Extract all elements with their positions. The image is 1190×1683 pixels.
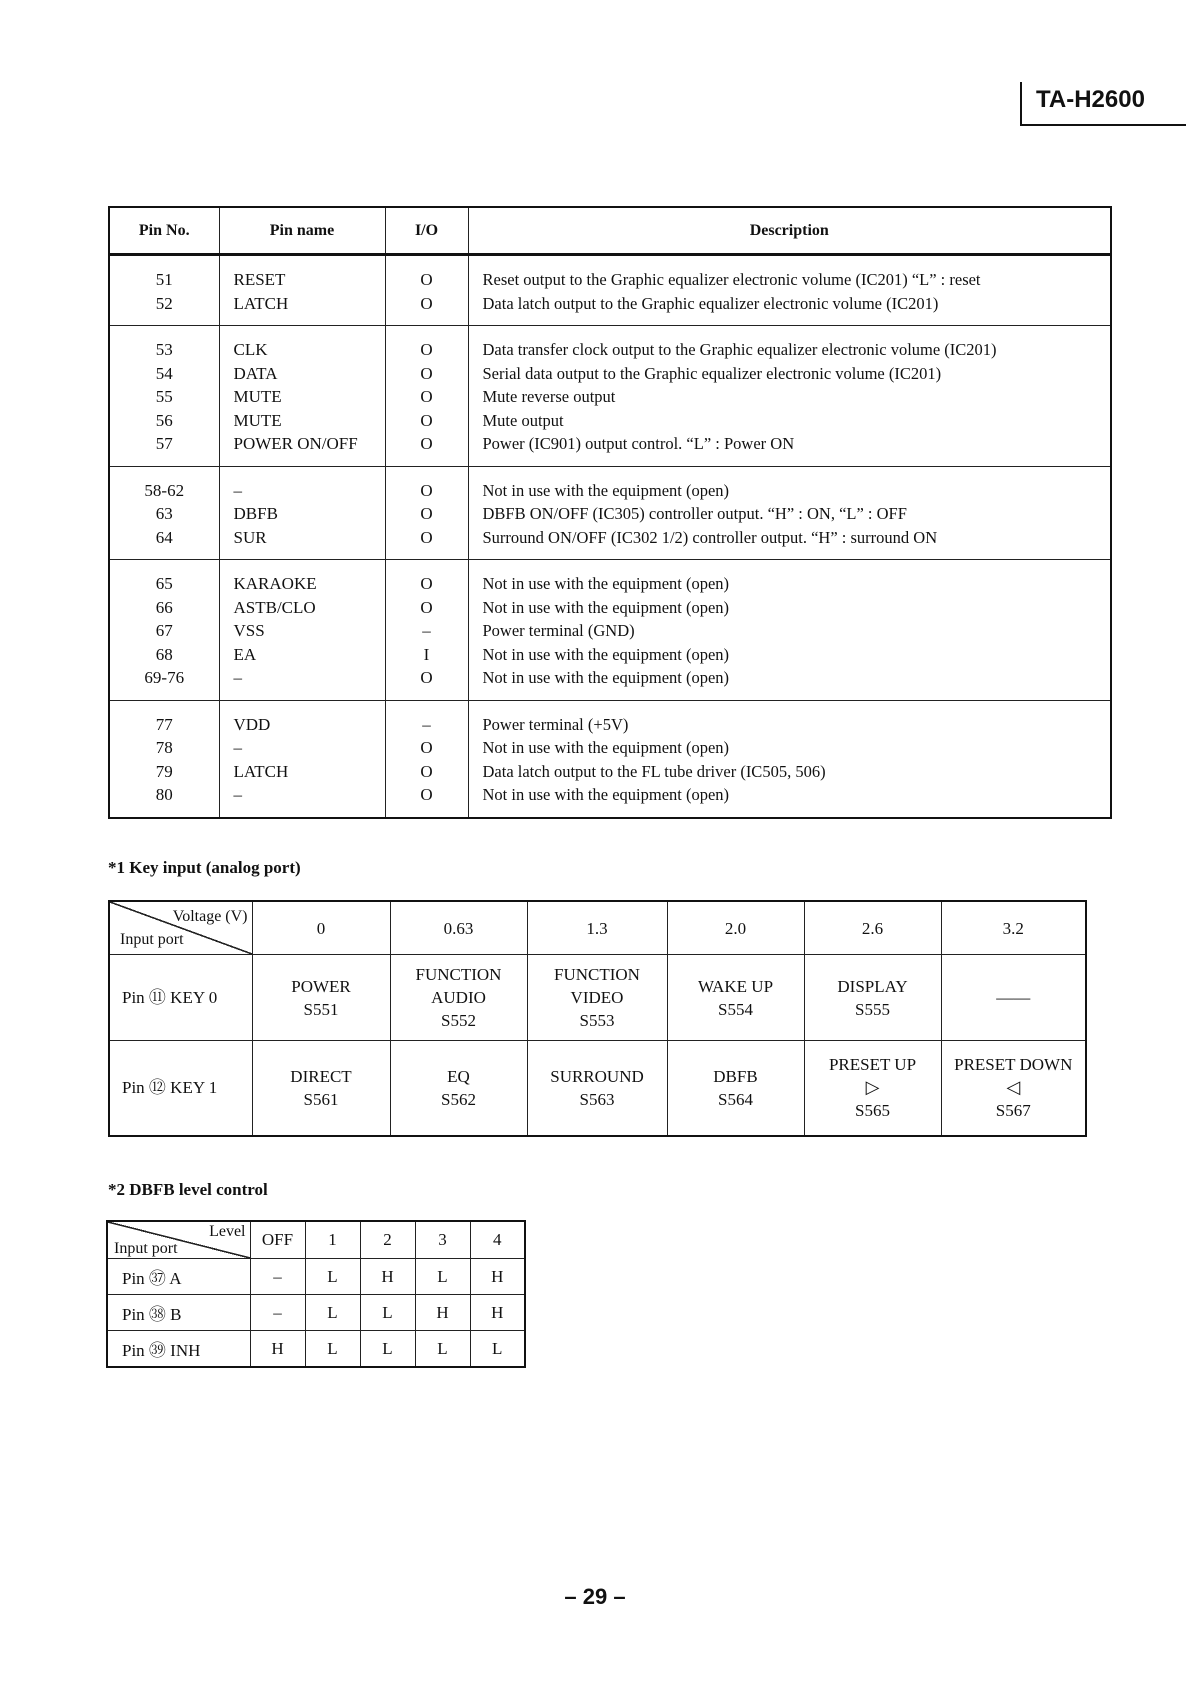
pin-no-value: 52 bbox=[155, 293, 173, 313]
dbfb-row-label: Pin ㊲ A bbox=[107, 1259, 250, 1295]
pin-no-value: 54 bbox=[155, 363, 173, 383]
key-function-text: PRESET DOWN bbox=[954, 1055, 1073, 1075]
pin-io-cell bbox=[385, 700, 468, 818]
pin-io-value: O bbox=[420, 410, 433, 430]
level-header-cell: 2 bbox=[360, 1221, 415, 1259]
key-function-cell bbox=[390, 1041, 527, 1136]
pin-no-value: 77 bbox=[155, 714, 173, 734]
dbfb-value-cell: – bbox=[250, 1295, 305, 1331]
pin-io-value: O bbox=[420, 480, 433, 500]
pin-desc-value: DBFB ON/OFF (IC305) controller output. “H” : ON, “L” : OFF bbox=[482, 504, 907, 523]
key-function-cell bbox=[667, 955, 804, 1041]
pin-io-value: – bbox=[422, 621, 431, 640]
pin-desc-value: Not in use with the equipment (open) bbox=[482, 644, 730, 664]
pin-no-value: 57 bbox=[155, 434, 173, 453]
key-function-text: DIRECT bbox=[290, 1066, 352, 1086]
dbfb-value-cell: L bbox=[415, 1331, 470, 1368]
dbfb-header-row bbox=[107, 1221, 525, 1259]
pin-name-value: DBFB bbox=[233, 504, 278, 523]
dbfb-value-cell: – bbox=[250, 1259, 305, 1295]
pin-no-value: 58-62 bbox=[144, 480, 185, 500]
pin-io-value: O bbox=[420, 761, 433, 781]
pin-description-cell bbox=[468, 560, 1111, 701]
pin-desc-value: Not in use with the equipment (open) bbox=[482, 597, 730, 617]
pin-group-row bbox=[109, 700, 1111, 818]
level-header-cell: 4 bbox=[470, 1221, 525, 1259]
pin-name-value: ASTB/CLO bbox=[233, 597, 316, 617]
pin-desc-value: Mute output bbox=[482, 410, 564, 430]
key-function-text: S563 bbox=[579, 1089, 615, 1109]
pin-no-value: 51 bbox=[155, 270, 173, 289]
pin-name-value: RESET bbox=[233, 270, 286, 289]
pin-name-value: LATCH bbox=[233, 761, 289, 781]
key-function-text: SURROUND bbox=[550, 1066, 644, 1086]
pin-name-value: SUR bbox=[233, 527, 267, 547]
key-function-cell bbox=[390, 955, 527, 1041]
pin-no-value: 56 bbox=[155, 410, 173, 430]
key-function-text: S561 bbox=[303, 1089, 339, 1109]
pin-name-cell bbox=[219, 326, 385, 467]
corner-voltage-label: Voltage (V) bbox=[172, 908, 248, 925]
pin-number-cell bbox=[109, 700, 219, 818]
voltage-header-cell: 3.2 bbox=[941, 901, 1086, 955]
pin-desc-value: Not in use with the equipment (open) bbox=[482, 574, 730, 593]
right-arrow-icon: ▷ bbox=[865, 1077, 880, 1099]
pin-desc-value: Not in use with the equipment (open) bbox=[482, 785, 730, 804]
key-function-cell bbox=[527, 955, 667, 1041]
key-row-label: Pin ⑫ KEY 1 bbox=[109, 1041, 252, 1136]
pin-table-header-row bbox=[109, 207, 1111, 255]
dbfb-value-cell: L bbox=[360, 1295, 415, 1331]
key-function-text: S564 bbox=[718, 1089, 753, 1109]
pin-name-cell bbox=[219, 700, 385, 818]
pin-io-value: O bbox=[420, 668, 433, 687]
dbfb-level-table bbox=[106, 1220, 526, 1368]
pin-io-value: O bbox=[420, 387, 433, 406]
pin-desc-value: Data latch output to the Graphic equalizer electronic volume (IC201) bbox=[482, 293, 939, 313]
pin-number-cell bbox=[109, 255, 219, 326]
pin-name-value: VSS bbox=[233, 621, 265, 640]
pin-desc-value: Power terminal (GND) bbox=[482, 621, 635, 640]
header-pin-no: Pin No. bbox=[109, 207, 219, 255]
page-number: – 29 – bbox=[564, 1584, 626, 1609]
voltage-header-cell: 2.0 bbox=[667, 901, 804, 955]
key-function-text: AUDIO bbox=[431, 988, 486, 1007]
pin-io-value: O bbox=[420, 597, 433, 617]
pin-description-cell bbox=[468, 255, 1111, 326]
pin-desc-value: Reset output to the Graphic equalizer electronic volume (IC201) “L” : reset bbox=[482, 270, 981, 289]
pin-io-value: O bbox=[420, 270, 433, 289]
pin-description-table bbox=[108, 206, 1112, 819]
key-function-text: FUNCTION bbox=[554, 965, 640, 984]
pin-desc-value: Data transfer clock output to the Graphic equalizer electronic volume (IC201) bbox=[482, 340, 997, 359]
key-function-cell bbox=[941, 1041, 1086, 1136]
pin-name-value: MUTE bbox=[233, 387, 282, 406]
pin-io-cell bbox=[385, 326, 468, 467]
key-function-text: S567 bbox=[995, 1101, 1031, 1121]
level-header-cell: 1 bbox=[305, 1221, 360, 1259]
dbfb-row bbox=[107, 1331, 525, 1368]
key-function-text: S555 bbox=[855, 999, 890, 1019]
pin-name-value: MUTE bbox=[233, 410, 282, 430]
pin-io-value: O bbox=[420, 340, 433, 359]
dbfb-row bbox=[107, 1295, 525, 1331]
pin-name-cell bbox=[219, 560, 385, 701]
key-table-corner bbox=[109, 901, 252, 955]
pin-name-value: CLK bbox=[233, 340, 268, 359]
dbfb-value-cell: L bbox=[305, 1295, 360, 1331]
key-function-text: S553 bbox=[579, 1011, 615, 1030]
pin-io-value: O bbox=[420, 738, 433, 757]
pin-name-value: LATCH bbox=[233, 293, 289, 313]
key-function-text: PRESET UP bbox=[828, 1055, 917, 1075]
level-header-cell: OFF bbox=[250, 1221, 305, 1259]
pin-group-row bbox=[109, 466, 1111, 560]
pin-no-value: 79 bbox=[155, 761, 173, 781]
dbfb-value-cell: L bbox=[305, 1331, 360, 1368]
dbfb-row bbox=[107, 1259, 525, 1295]
pin-io-value: I bbox=[423, 644, 430, 664]
pin-number-cell bbox=[109, 326, 219, 467]
pin-desc-value: Mute reverse output bbox=[482, 387, 616, 406]
key-function-text: DISPLAY bbox=[837, 976, 908, 996]
key-function-text: S554 bbox=[718, 999, 753, 1019]
dbfb-table-corner bbox=[107, 1221, 250, 1259]
key-function-cell bbox=[252, 1041, 390, 1136]
voltage-header-cell: 1.3 bbox=[527, 901, 667, 955]
key-function-text: POWER bbox=[291, 976, 351, 996]
dbfb-row-label: Pin ㊳ B bbox=[107, 1295, 250, 1331]
pin-name-value: EA bbox=[233, 644, 257, 664]
dbfb-value-cell: H bbox=[415, 1295, 470, 1331]
pin-name-cell bbox=[219, 255, 385, 326]
pin-no-value: 55 bbox=[155, 387, 173, 406]
pin-name-value: – bbox=[233, 480, 242, 500]
pin-desc-value: Serial data output to the Graphic equalizer electronic volume (IC201) bbox=[482, 363, 942, 383]
pin-name-value: – bbox=[233, 738, 242, 757]
pin-desc-value: Not in use with the equipment (open) bbox=[482, 668, 730, 687]
header-description: Description bbox=[468, 207, 1111, 255]
key-function-text: S565 bbox=[855, 1101, 890, 1121]
key-function-cell bbox=[667, 1041, 804, 1136]
corner-level-label: Level bbox=[209, 1223, 246, 1240]
dbfb-value-cell: H bbox=[360, 1259, 415, 1295]
pin-io-cell bbox=[385, 255, 468, 326]
pin-io-value: O bbox=[420, 434, 433, 453]
pin-no-value: 69-76 bbox=[144, 668, 185, 687]
pin-group-row bbox=[109, 326, 1111, 467]
pin-no-value: 67 bbox=[155, 621, 173, 640]
pin-io-value: O bbox=[420, 527, 433, 547]
key-input-row bbox=[109, 955, 1086, 1041]
key-function-text: S551 bbox=[303, 999, 339, 1019]
pin-io-value: – bbox=[422, 714, 431, 734]
key-input-row bbox=[109, 1041, 1086, 1136]
model-number: TA-H2600 bbox=[1020, 82, 1186, 126]
pin-name-value: DATA bbox=[233, 363, 278, 383]
pin-name-value: KARAOKE bbox=[233, 574, 317, 593]
header-io: I/O bbox=[385, 207, 468, 255]
key-function-cell bbox=[804, 1041, 941, 1136]
key-function-text: VIDEO bbox=[570, 988, 624, 1007]
key-function-text: WAKE UP bbox=[697, 976, 774, 996]
pin-number-cell bbox=[109, 466, 219, 560]
corner-input-port-label: Input port bbox=[120, 931, 184, 948]
pin-number-cell bbox=[109, 560, 219, 701]
dbfb-value-cell: L bbox=[305, 1259, 360, 1295]
key-function-cell bbox=[804, 955, 941, 1041]
dbfb-value-cell: H bbox=[250, 1331, 305, 1368]
key-function-text: EQ bbox=[447, 1066, 470, 1086]
pin-no-value: 80 bbox=[155, 785, 173, 804]
pin-no-value: 63 bbox=[155, 504, 173, 523]
pin-io-value: O bbox=[420, 293, 433, 313]
pin-desc-value: Power terminal (+5V) bbox=[482, 714, 629, 734]
dbfb-value-cell: H bbox=[470, 1295, 525, 1331]
voltage-header-cell: 0 bbox=[252, 901, 390, 955]
dbfb-value-cell: L bbox=[415, 1259, 470, 1295]
pin-desc-value: Data latch output to the FL tube driver (IC505, 506) bbox=[482, 761, 826, 781]
pin-name-value: VDD bbox=[233, 714, 271, 734]
pin-name-value: POWER ON/OFF bbox=[233, 434, 358, 453]
pin-name-value: – bbox=[233, 785, 242, 804]
pin-no-value: 68 bbox=[155, 644, 173, 664]
voltage-header-cell: 2.6 bbox=[804, 901, 941, 955]
pin-no-value: 65 bbox=[155, 574, 173, 593]
pin-no-value: 66 bbox=[155, 597, 173, 617]
dbfb-value-cell: L bbox=[360, 1331, 415, 1368]
key-input-title: *1 Key input (analog port) bbox=[108, 858, 301, 877]
pin-io-value: O bbox=[420, 504, 433, 523]
pin-table-body bbox=[109, 255, 1111, 818]
key-function-cell bbox=[941, 955, 1086, 1041]
pin-io-value: O bbox=[420, 785, 433, 804]
key-table-header-row bbox=[109, 901, 1086, 955]
pin-desc-value: Not in use with the equipment (open) bbox=[482, 480, 730, 500]
key-function-cell bbox=[527, 1041, 667, 1136]
key-function-text: FUNCTION bbox=[415, 965, 502, 984]
pin-no-value: 53 bbox=[155, 340, 173, 359]
voltage-header-cell: 0.63 bbox=[390, 901, 527, 955]
key-function-text: S552 bbox=[441, 1011, 476, 1030]
pin-description-cell bbox=[468, 700, 1111, 818]
pin-desc-value: Not in use with the equipment (open) bbox=[482, 738, 730, 757]
pin-io-cell bbox=[385, 560, 468, 701]
pin-group-row bbox=[109, 560, 1111, 701]
key-function-cell bbox=[252, 955, 390, 1041]
pin-no-value: 64 bbox=[155, 527, 173, 547]
dbfb-value-cell: L bbox=[470, 1331, 525, 1368]
left-arrow-icon: ◁ bbox=[1006, 1077, 1021, 1099]
corner-input-port-label: Input port bbox=[114, 1240, 178, 1257]
key-function-text: DBFB bbox=[713, 1066, 758, 1086]
pin-description-cell bbox=[468, 326, 1111, 467]
key-function-text: —— bbox=[996, 988, 1031, 1007]
pin-name-cell bbox=[219, 466, 385, 560]
pin-description-cell bbox=[468, 466, 1111, 560]
dbfb-title: *2 DBFB level control bbox=[108, 1180, 268, 1199]
pin-io-value: O bbox=[420, 574, 433, 593]
dbfb-value-cell: H bbox=[470, 1259, 525, 1295]
key-input-table bbox=[108, 900, 1087, 1137]
pin-io-cell bbox=[385, 466, 468, 560]
level-header-cell: 3 bbox=[415, 1221, 470, 1259]
dbfb-row-label: Pin ㊴ INH bbox=[107, 1331, 250, 1368]
pin-desc-value: Power (IC901) output control. “L” : Power ON bbox=[482, 434, 795, 453]
pin-no-value: 78 bbox=[155, 738, 173, 757]
pin-desc-value: Surround ON/OFF (IC302 1/2) controller output. “H” : surround ON bbox=[482, 527, 938, 547]
header-pin-name: Pin name bbox=[219, 207, 385, 255]
pin-io-value: O bbox=[420, 363, 433, 383]
key-function-text: S562 bbox=[441, 1089, 476, 1109]
pin-name-value: – bbox=[233, 668, 242, 687]
key-row-label: Pin ⑪ KEY 0 bbox=[109, 955, 252, 1041]
pin-group-row bbox=[109, 255, 1111, 326]
